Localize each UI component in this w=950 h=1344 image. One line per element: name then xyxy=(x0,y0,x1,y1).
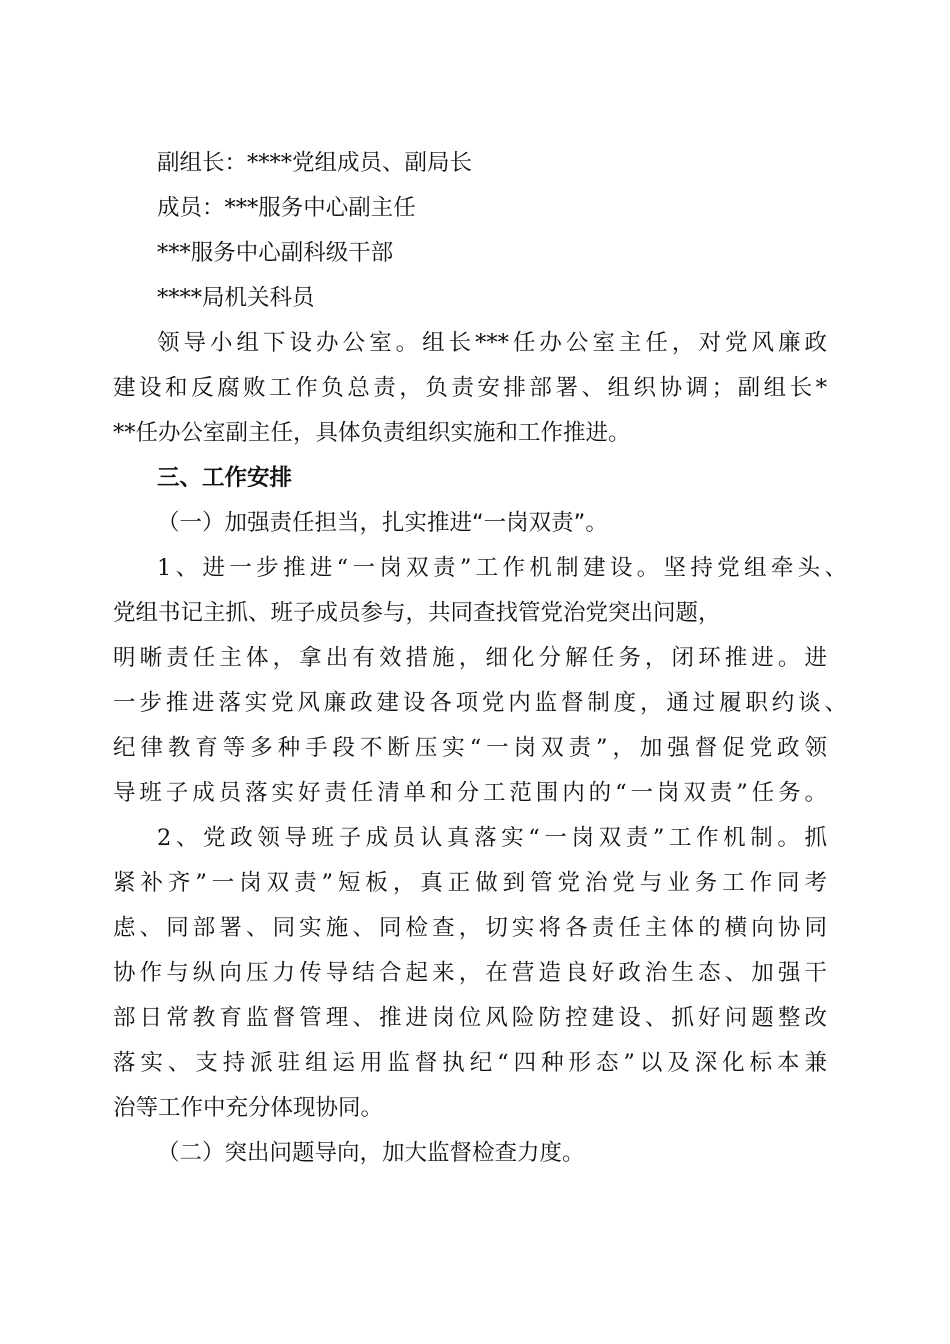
item-1-line: 党组书记主抓、班子成员参与，共同查找管党治党突出问题， xyxy=(113,600,721,626)
member-line-members: 成员：***服务中心副主任 xyxy=(157,195,416,221)
item-2-line: 虑、同部署、同实施、同检查，切实将各责任主体的横向协同 xyxy=(113,915,827,941)
item-1-line: 明晰责任主体，拿出有效措施，细化分解任务，闭环推进。进 xyxy=(113,645,827,671)
item-1-line: 纪律教育等多种手段不断压实“一岗双责”，加强督促党政领 xyxy=(113,735,827,761)
section-heading: 三、工作安排 xyxy=(157,465,293,491)
item-2-line: 2、党政领导班子成员认真落实“一岗双责”工作机制。抓 xyxy=(157,825,827,851)
member-line: ****局机关科员 xyxy=(157,285,315,311)
member-line: ***服务中心副科级干部 xyxy=(157,240,394,266)
item-2-line: 紧补齐”一岗双责”短板，真正做到管党治党与业务工作同考 xyxy=(113,870,827,896)
member-line-deputy-leader: 副组长：****党组成员、副局长 xyxy=(157,150,473,176)
item-1-line: 一步推进落实党风廉政建设各项党内监督制度，通过履职约谈、 xyxy=(113,690,847,716)
item-2-line: 协作与纵向压力传导结合起来，在营造良好政治生态、加强干 xyxy=(113,960,827,986)
item-2-line: 治等工作中充分体现协同。 xyxy=(113,1095,384,1121)
paragraph-line: **任办公室副主任，具体负责组织实施和工作推进。 xyxy=(113,420,631,446)
subsection-heading-1: （一）加强责任担当，扎实推进“一岗双责”。 xyxy=(157,510,608,536)
item-2-line: 部日常教育监督管理、推进岗位风险防控建设、抓好问题整改 xyxy=(113,1005,827,1031)
item-1-line: 1、进一步推进“一岗双责”工作机制建设。坚持党组牵头、 xyxy=(157,555,847,581)
paragraph-line: 建设和反腐败工作负总责，负责安排部署、组织协调；副组长* xyxy=(113,375,827,401)
item-2-line: 落实、支持派驻组运用监督执纪“四种形态”以及深化标本兼 xyxy=(113,1050,827,1076)
paragraph-line: 领导小组下设办公室。组长***任办公室主任，对党风廉政 xyxy=(157,330,827,356)
subsection-heading-2: （二）突出问题导向，加大监督检查力度。 xyxy=(157,1140,585,1166)
item-1-line: 导班子成员落实好责任清单和分工范围内的“一岗双责”任务。 xyxy=(113,780,827,806)
